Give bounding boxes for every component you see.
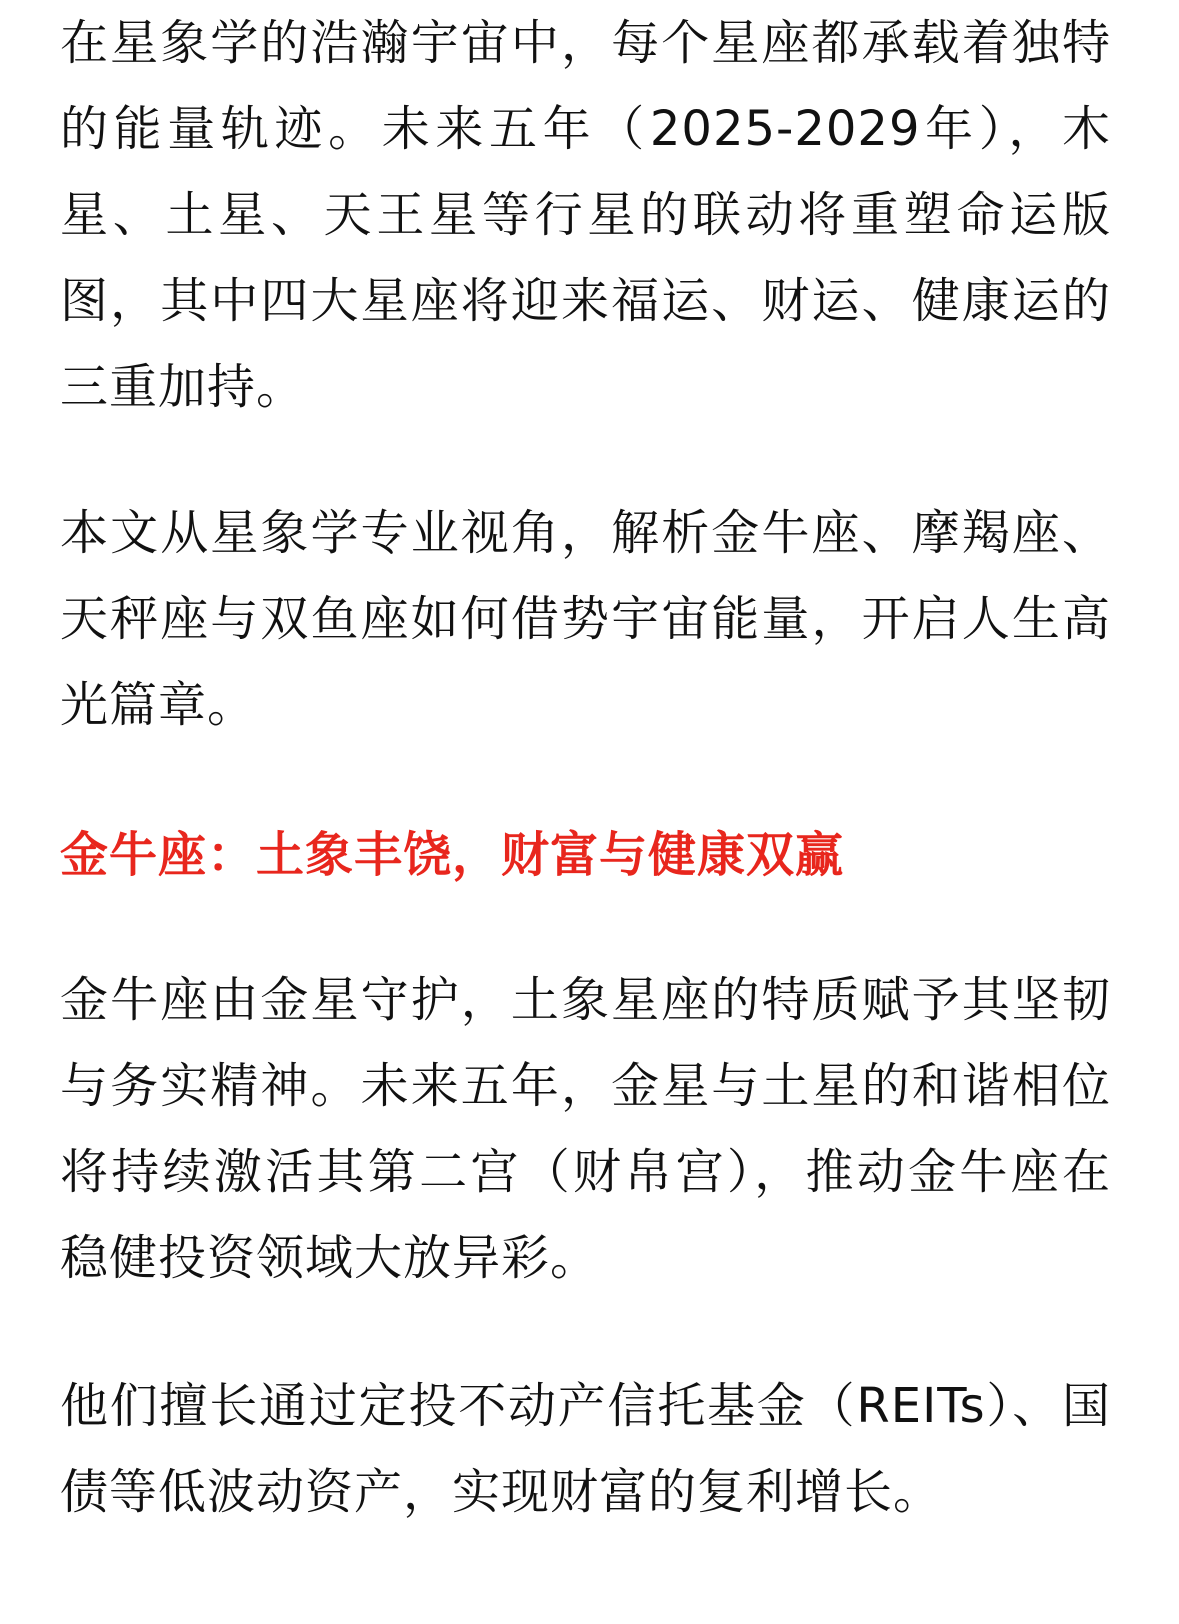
taurus-paragraph: 金牛座由金星守护，土象星座的特质赋予其坚韧与务实精神。未来五年，金星与土星的和谐相位将持续激活其第二宫（财帛宫），推动金牛座在稳健投资领域大放异彩。 (60, 972, 1111, 1286)
intro-paragraph: 在星象学的浩瀚宇宙中，每个星座都承载着独特的能量轨迹。未来五年（2025-2029年），木星、土星、天王星等行星的联动将重塑命运版图，其中四大星座将迎来福运、财运、健康运的三重加持。 (60, 15, 1111, 415)
overview-paragraph: 本文从星象学专业视角，解析金牛座、摩羯座、天秤座与双鱼座如何借势宇宙能量，开启人生高光篇章。 (60, 505, 1111, 733)
section-heading-taurus: 金牛座：土象丰饶，财富与健康双赢 (60, 827, 845, 883)
taurus-investment-paragraph: 他们擅长通过定投不动产信托基金（REITs）、国债等低波动资产，实现财富的复利增长。 (60, 1378, 1111, 1520)
